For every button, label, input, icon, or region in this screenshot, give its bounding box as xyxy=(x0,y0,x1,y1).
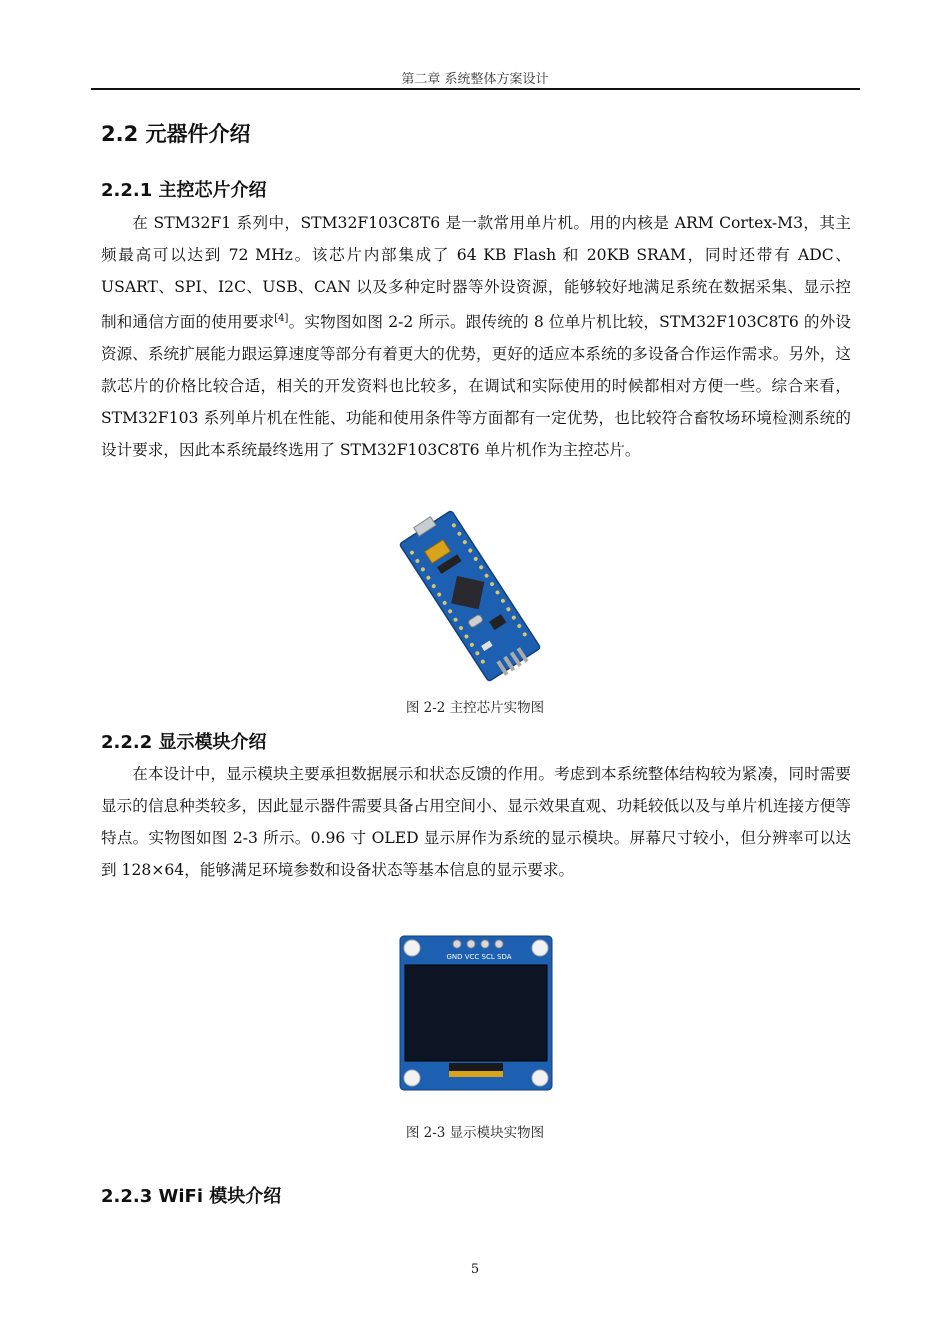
page-number: 5 xyxy=(470,1262,480,1277)
section-heading: 2.2 元器件介绍 xyxy=(101,122,251,146)
figure-caption-2-3: 图 2-3 显示模块实物图 xyxy=(405,1125,545,1141)
subsection-heading-wifi: 2.2.3 WiFi 模块介绍 xyxy=(101,1186,282,1207)
paragraph-main-chip xyxy=(101,207,851,466)
figure-oled-module xyxy=(399,935,553,1091)
running-header: 第二章 系统整体方案设计 xyxy=(401,72,549,87)
citation-ref[interactable]: [4] xyxy=(274,313,289,324)
figure-caption-2-2: 图 2-2 主控芯片实物图 xyxy=(405,700,545,716)
subsection-heading-main-chip: 2.2.1 主控芯片介绍 xyxy=(101,180,267,201)
subsection-heading-display: 2.2.2 显示模块介绍 xyxy=(101,732,267,753)
paragraph-main-chip-text-a: 在 STM32F1 系列中，STM32F103C8T6 是一款常用单片机。用的内核是 ARM Cortex-M3，其主频最高可以达到 72 MHz。该芯片内部集成了 64 KB Flash 和 20KB SRAM，同时还带有 ADC、USART、SPI、I2C、USB、CAN 以及多种定时器等外设资源，能够较好地满足系统在数据采集、显示控制和通信方面的使用要求 xyxy=(101,214,851,332)
paragraph-main-chip-text-b: 。实物图如图 2-2 所示。跟传统的 8 位单片机比较，STM32F103C8T6 的外设资源、系统扩展能力跟运算速度等部分有着更大的优势，更好的适应本系统的多设备合作运作需求。另外，这款芯片的价格比较合适，相关的开发资料也比较多，在调试和实际使用的时候都相对方便一些。综合来看，STM32F103 系列单片机在性能、功能和使用条件等方面都有一定优势，也比较符合畜牧场环境检测系统的设计要求，因此本系统最终选用了 STM32F103C8T6 单片机作为主控芯片。 xyxy=(101,313,851,460)
figure-stm32-board xyxy=(390,508,550,684)
oled-module-image xyxy=(399,935,553,1091)
header-rule xyxy=(91,88,860,90)
stm32-board-image xyxy=(390,508,550,684)
oled-pin-label: GND VCC SCL SDA xyxy=(446,953,512,961)
paragraph-display: 在本设计中，显示模块主要承担数据展示和状态反馈的作用。考虑到本系统整体结构较为紧凑，同时需要显示的信息种类较多，因此显示器件需要具备占用空间小、显示效果直观、功耗较低以及与单片机连接方便等特点。实物图如图 2-3 所示。0.96 寸 OLED 显示屏作为系统的显示模块。屏幕尺寸较小，但分辨率可以达到 128×64，能够满足环境参数和设备状态等基本信息的显示要求。 xyxy=(101,765,851,879)
